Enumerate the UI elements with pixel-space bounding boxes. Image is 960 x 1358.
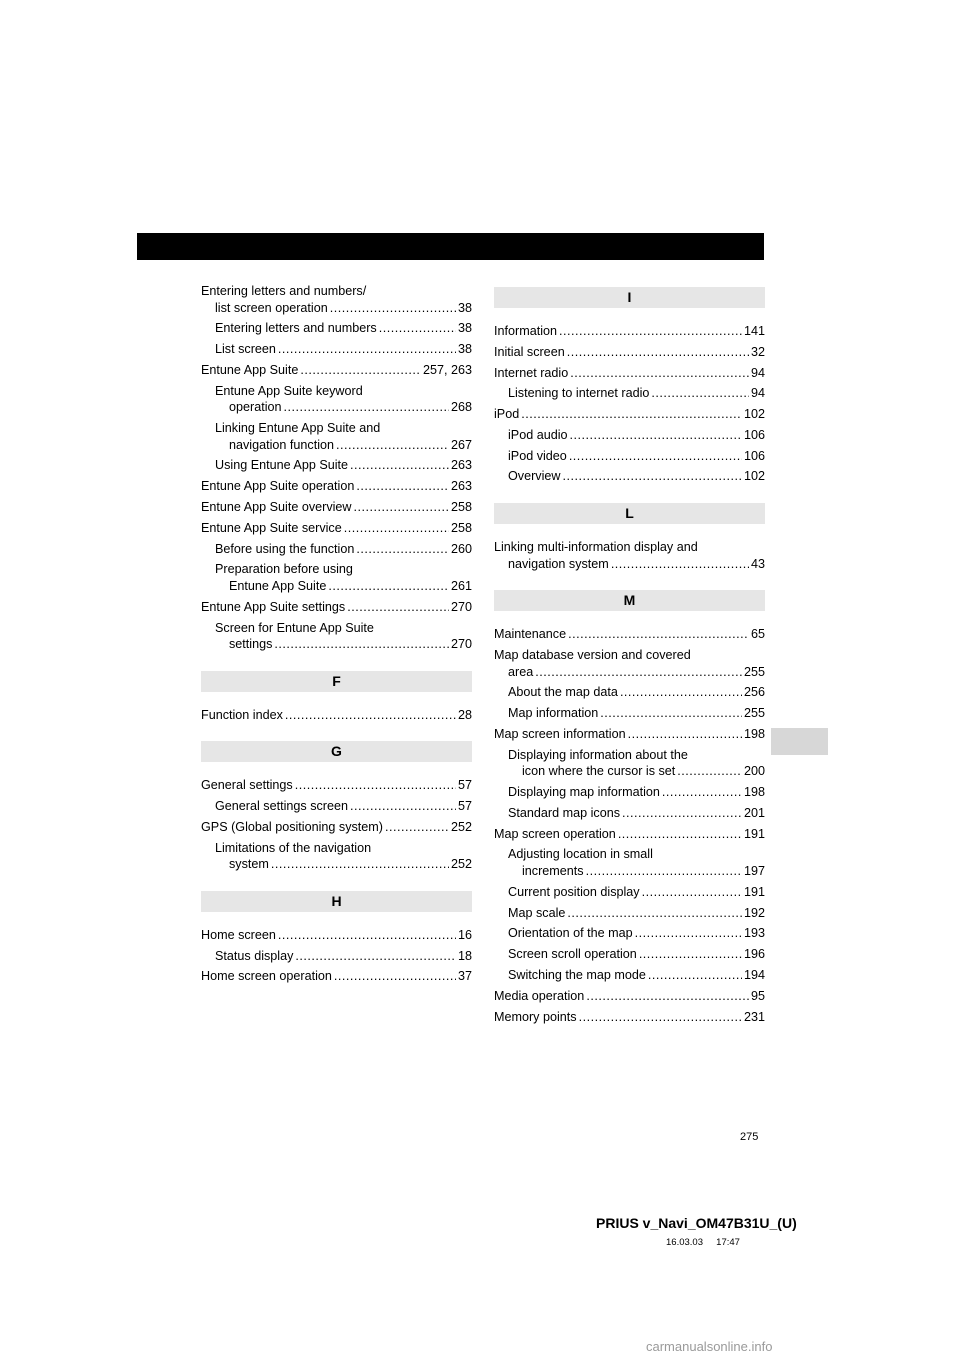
index-subentry[interactable] xyxy=(494,967,765,984)
index-subentry[interactable] xyxy=(201,341,472,358)
document-code: PRIUS v_Navi_OM47B31U_(U) xyxy=(596,1215,797,1231)
entry-page-number: 258 xyxy=(450,520,472,535)
top-header-bar xyxy=(137,233,764,260)
index-entry[interactable] xyxy=(494,647,765,680)
entry-text: Linking Entune App Suite and xyxy=(215,421,381,436)
index-entry[interactable] xyxy=(494,323,765,340)
entry-page-number: 263 xyxy=(450,458,472,473)
index-subentry[interactable] xyxy=(201,620,472,653)
index-subentry[interactable] xyxy=(201,948,472,965)
dot-leader xyxy=(568,626,749,643)
entry-text: Entune App Suite overview xyxy=(201,500,352,515)
entry-page-number: 194 xyxy=(743,967,765,982)
entry-page-number: 18 xyxy=(457,948,472,963)
entry-page-number: 94 xyxy=(750,386,765,401)
entry-page-number: 106 xyxy=(743,448,765,463)
watermark-text: carmanualsonline.info xyxy=(646,1339,773,1354)
entry-text: Linking multi-information display and xyxy=(494,540,698,555)
dot-leader xyxy=(350,798,456,815)
entry-text: Map information xyxy=(508,706,599,721)
index-subentry[interactable] xyxy=(201,420,472,453)
index-subentry[interactable] xyxy=(494,884,765,901)
index-subentry[interactable] xyxy=(494,946,765,963)
index-subentry[interactable] xyxy=(494,385,765,402)
index-entry[interactable] xyxy=(494,826,765,843)
entry-text: Standard map icons xyxy=(508,805,621,820)
dot-leader xyxy=(628,726,742,743)
dot-leader xyxy=(567,905,742,922)
entry-text: Entune App Suite keyword xyxy=(215,383,363,398)
entry-text: Internet radio xyxy=(494,365,569,380)
section-header-h: H xyxy=(201,891,472,912)
entry-text: Displaying map information xyxy=(508,785,660,800)
index-subentry[interactable] xyxy=(494,705,765,722)
entry-page-number: 106 xyxy=(743,427,765,442)
dot-leader xyxy=(295,948,456,965)
entry-text: General settings screen xyxy=(215,799,349,814)
entry-page-number: 191 xyxy=(743,826,765,841)
dot-leader xyxy=(622,805,742,822)
dot-leader xyxy=(651,385,749,402)
entry-page-number: 192 xyxy=(743,905,765,920)
entry-text: Listening to internet radio xyxy=(508,386,650,401)
dot-leader xyxy=(662,784,742,801)
entry-text: Using Entune App Suite xyxy=(215,458,349,473)
index-subentry[interactable] xyxy=(494,805,765,822)
entry-page-number: 196 xyxy=(743,947,765,962)
entry-text: iPod xyxy=(494,407,520,422)
index-entry[interactable] xyxy=(201,819,472,836)
index-entry[interactable] xyxy=(494,626,765,643)
index-column-right xyxy=(494,287,765,1029)
entry-text: Map screen information xyxy=(494,726,626,741)
index-entry[interactable] xyxy=(201,283,472,316)
entry-text: Status display xyxy=(215,948,294,963)
index-subentry[interactable] xyxy=(201,457,472,474)
index-subentry[interactable] xyxy=(494,448,765,465)
entry-text: Function index xyxy=(201,707,283,722)
entry-page-number: 261 xyxy=(450,578,472,593)
entry-page-number: 257, 263 xyxy=(422,362,472,377)
entry-text: Entune App Suite operation xyxy=(201,479,355,494)
index-subentry[interactable] xyxy=(494,905,765,922)
dot-leader xyxy=(354,499,449,516)
entry-text: iPod video xyxy=(508,448,567,463)
entry-page-number: 38 xyxy=(457,300,472,315)
dot-leader xyxy=(618,826,742,843)
entry-page-number: 43 xyxy=(750,556,765,571)
entry-text: Orientation of the map xyxy=(508,926,633,941)
entry-page-number: 57 xyxy=(457,778,472,793)
page-number: 275 xyxy=(740,1131,759,1143)
entry-text: Entune App Suite service xyxy=(201,520,342,535)
dot-leader xyxy=(567,344,749,361)
entry-page-number: 255 xyxy=(743,706,765,721)
entry-text: Map scale xyxy=(508,905,566,920)
dot-leader xyxy=(274,636,449,653)
entry-text: Current position display xyxy=(508,884,640,899)
entry-text: Switching the map mode xyxy=(508,967,646,982)
index-entry[interactable] xyxy=(201,520,472,537)
entry-page-number: 102 xyxy=(743,469,765,484)
dot-leader xyxy=(521,406,742,423)
entry-page-number: 102 xyxy=(743,407,765,422)
entry-text: Entune App Suite settings xyxy=(201,599,346,614)
entry-text: Entune App Suite xyxy=(201,362,299,377)
dot-leader xyxy=(569,448,742,465)
index-subentry[interactable] xyxy=(201,383,472,416)
dot-leader xyxy=(385,819,449,836)
section-header-l: L xyxy=(494,503,765,524)
entry-page-number: 267 xyxy=(450,437,472,452)
entry-text: GPS (Global positioning system) xyxy=(201,819,383,834)
dot-leader xyxy=(677,763,742,780)
entry-page-number: 260 xyxy=(450,541,472,556)
dot-leader xyxy=(271,856,449,873)
index-subentry[interactable] xyxy=(494,925,765,942)
index-subentry[interactable] xyxy=(494,684,765,701)
entry-page-number: 28 xyxy=(457,707,472,722)
index-subentry[interactable] xyxy=(494,846,765,879)
index-entry[interactable] xyxy=(201,968,472,985)
entry-text: Home screen operation xyxy=(201,969,332,984)
index-entry[interactable] xyxy=(201,777,472,794)
entry-page-number: 38 xyxy=(457,321,472,336)
entry-text: Entune App Suite xyxy=(229,578,327,593)
entry-page-number: 255 xyxy=(743,664,765,679)
dot-leader xyxy=(356,541,449,558)
index-column-left xyxy=(201,283,472,989)
entry-text: Screen for Entune App Suite xyxy=(215,620,374,635)
entry-page-number: 200 xyxy=(743,764,765,779)
entry-page-number: 94 xyxy=(750,365,765,380)
entry-text: navigation function xyxy=(229,437,335,452)
section-header-m: M xyxy=(494,590,765,611)
entry-text: Displaying information about the xyxy=(508,747,688,762)
dot-leader xyxy=(635,925,742,942)
index-entry[interactable] xyxy=(201,927,472,944)
index-entry[interactable] xyxy=(494,726,765,743)
entry-text: Memory points xyxy=(494,1009,577,1024)
entry-text: area xyxy=(508,664,534,679)
entry-page-number: 256 xyxy=(743,685,765,700)
index-subentry[interactable] xyxy=(201,840,472,873)
entry-page-number: 263 xyxy=(450,479,472,494)
index-subentry[interactable] xyxy=(201,541,472,558)
entry-text: About the map data xyxy=(508,685,618,700)
index-entry[interactable] xyxy=(494,406,765,423)
dot-leader xyxy=(642,884,742,901)
dot-leader xyxy=(570,365,749,382)
entry-text: increments xyxy=(522,864,584,879)
dot-leader xyxy=(600,705,742,722)
entry-page-number: 270 xyxy=(450,637,472,652)
entry-page-number: 270 xyxy=(450,599,472,614)
entry-page-number: 231 xyxy=(743,1009,765,1024)
entry-text: list screen operation xyxy=(215,300,328,315)
dot-leader xyxy=(639,946,742,963)
dot-leader xyxy=(586,863,742,880)
index-entry[interactable] xyxy=(201,478,472,495)
dot-leader xyxy=(278,341,456,358)
entry-page-number: 95 xyxy=(750,988,765,1003)
dot-leader xyxy=(379,320,456,337)
entry-text: Screen scroll operation xyxy=(508,947,637,962)
entry-text: Limitations of the navigation xyxy=(215,840,372,855)
entry-page-number: 198 xyxy=(743,726,765,741)
index-subentry[interactable] xyxy=(494,468,765,485)
entry-text: List screen xyxy=(215,342,276,357)
entry-page-number: 32 xyxy=(750,344,765,359)
entry-page-number: 252 xyxy=(450,857,472,872)
entry-text: Initial screen xyxy=(494,344,565,359)
entry-page-number: 197 xyxy=(743,864,765,879)
dot-leader xyxy=(295,777,456,794)
entry-text: Overview xyxy=(508,469,561,484)
index-subentry[interactable] xyxy=(494,784,765,801)
entry-text: Before using the function xyxy=(215,541,355,556)
dot-leader xyxy=(285,707,456,724)
index-entry[interactable] xyxy=(494,539,765,572)
entry-page-number: 258 xyxy=(450,500,472,515)
section-header-f: F xyxy=(201,671,472,692)
dot-leader xyxy=(648,967,742,984)
entry-page-number: 38 xyxy=(457,342,472,357)
entry-page-number: 141 xyxy=(743,324,765,338)
side-index-tab xyxy=(771,728,828,755)
entry-page-number: 201 xyxy=(743,805,765,820)
entry-text: iPod audio xyxy=(508,427,568,442)
index-subentry[interactable] xyxy=(494,747,765,780)
entry-text: Entering letters and numbers/ xyxy=(201,284,367,298)
entry-page-number: 268 xyxy=(450,400,472,415)
entry-text: Adjusting location in small xyxy=(508,847,653,862)
entry-text: Maintenance xyxy=(494,627,567,642)
dot-leader xyxy=(356,478,449,495)
index-entry[interactable] xyxy=(494,1009,765,1026)
entry-page-number: 252 xyxy=(450,819,472,834)
entry-text: Preparation before using xyxy=(215,562,353,577)
dot-leader xyxy=(562,468,742,485)
section-header-i: I xyxy=(494,287,765,308)
entry-page-number: 191 xyxy=(743,884,765,899)
dot-leader xyxy=(620,684,742,701)
dot-leader xyxy=(586,988,749,1005)
section-header-g: G xyxy=(201,741,472,762)
dot-leader xyxy=(330,300,456,317)
dot-leader xyxy=(278,927,456,944)
index-entry[interactable] xyxy=(494,344,765,361)
entry-page-number: 37 xyxy=(457,969,472,984)
index-subentry[interactable] xyxy=(201,320,472,337)
dot-leader xyxy=(611,556,749,573)
document-timestamp: 16.03.03 17:47 xyxy=(666,1237,740,1248)
entry-text: operation xyxy=(229,400,282,415)
entry-text: icon where the cursor is set xyxy=(522,764,676,779)
entry-text: General settings xyxy=(201,778,293,793)
index-subentry[interactable] xyxy=(494,427,765,444)
dot-leader xyxy=(350,457,449,474)
index-entry[interactable] xyxy=(201,599,472,616)
dot-leader xyxy=(347,599,449,616)
index-subentry[interactable] xyxy=(201,561,472,594)
index-subentry[interactable] xyxy=(201,798,472,815)
entry-text: Map screen operation xyxy=(494,826,616,841)
entry-text: Entering letters and numbers xyxy=(215,321,377,336)
entry-page-number: 57 xyxy=(457,799,472,814)
dot-leader xyxy=(284,399,449,416)
index-entry[interactable] xyxy=(494,988,765,1005)
entry-page-number: 65 xyxy=(750,627,765,642)
index-entry[interactable] xyxy=(201,362,472,379)
entry-text: system xyxy=(229,857,269,872)
entry-text: Home screen xyxy=(201,927,276,942)
entry-page-number: 198 xyxy=(743,785,765,800)
entry-text: Information xyxy=(494,324,557,338)
index-entry[interactable] xyxy=(201,499,472,516)
dot-leader xyxy=(579,1009,742,1026)
dot-leader xyxy=(300,362,421,379)
index-entry[interactable] xyxy=(494,365,765,382)
index-entry[interactable] xyxy=(201,707,472,724)
entry-text: navigation system xyxy=(508,556,609,571)
entry-page-number: 16 xyxy=(457,927,472,942)
dot-leader xyxy=(570,427,742,444)
dot-leader xyxy=(334,968,456,985)
entry-text: settings xyxy=(229,637,273,652)
dot-leader xyxy=(336,437,449,454)
dot-leader xyxy=(328,578,449,595)
entry-text: Map database version and covered xyxy=(494,648,691,663)
entry-text: Media operation xyxy=(494,988,585,1003)
dot-leader xyxy=(559,323,742,340)
dot-leader xyxy=(344,520,449,537)
dot-leader xyxy=(535,664,742,681)
entry-page-number: 193 xyxy=(743,926,765,941)
